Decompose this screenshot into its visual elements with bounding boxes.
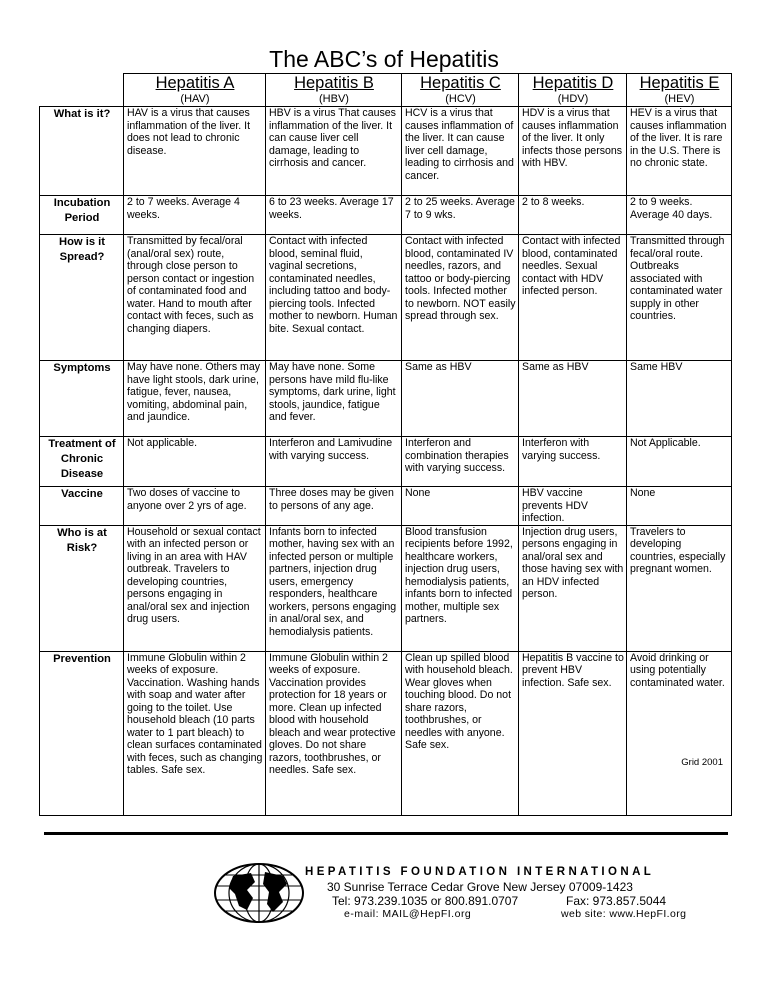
- page-title: The ABC’s of Hepatitis: [269, 46, 499, 72]
- table-cell: Travelers to developing countries, especially pregnant women.: [627, 525, 732, 651]
- column-abbr: (HDV): [557, 93, 589, 105]
- table-cell: Interferon and Lamivudine with varying success.: [266, 437, 402, 487]
- organization-email: e-mail: MAIL@HepFI.org: [344, 908, 472, 920]
- table-cell: Injection drug users, persons engaging in anal/oral sex and those having sex with an HDV infected person.: [519, 525, 627, 651]
- row-what-is-it: [40, 107, 732, 196]
- table-cell: HAV is a virus that causes inflammation of the liver. It does not lead to chronic disease.: [124, 107, 266, 196]
- column-abbr: (HEV): [664, 93, 695, 105]
- table-cell: Not Applicable.: [627, 437, 732, 487]
- table-cell: 2 to 7 weeks. Average 4 weeks.: [124, 196, 266, 235]
- table-cell: Transmitted through fecal/oral route. Outbreaks associated with contaminated water supply in other countries.: [627, 235, 732, 361]
- row-label: Vaccine: [40, 487, 124, 526]
- table-cell: Same as HBV: [402, 361, 519, 437]
- row-treatment: [40, 437, 732, 487]
- row-vaccine: [40, 487, 732, 526]
- table-cell: Contact with infected blood, contaminated needles. Sexual contact with HDV infected person.: [519, 235, 627, 361]
- row-prevention: [40, 651, 732, 815]
- column-name: Hepatitis B: [294, 74, 374, 92]
- row-symptoms: [40, 361, 732, 437]
- organization-website: web site: www.HepFI.org: [561, 908, 687, 920]
- column-name: Hepatitis A: [155, 74, 235, 92]
- table-cell: 2 to 25 weeks. Average 7 to 9 wks.: [402, 196, 519, 235]
- table-cell: Interferon with varying success.: [519, 437, 627, 487]
- table-cell: [627, 651, 732, 815]
- table-cell: 2 to 8 weeks.: [519, 196, 627, 235]
- organization-telephone: Tel: 973.239.1035 or 800.891.0707: [332, 894, 519, 908]
- row-label: Prevention: [40, 651, 124, 815]
- table-cell: Two doses of vaccine to anyone over 2 yrs of age.: [124, 487, 266, 526]
- table-cell: Transmitted by fecal/oral (anal/oral sex) route, through close person to person contact or ingestion of contaminated food and water. Hand to mouth after contact with feces, such as changing diapers.: [124, 235, 266, 361]
- column-header-hdv: [519, 74, 627, 107]
- column-name: Hepatitis C: [420, 74, 501, 92]
- column-abbr: (HBV): [319, 93, 349, 105]
- table-cell: Not applicable.: [124, 437, 266, 487]
- column-name: Hepatitis D: [532, 74, 614, 92]
- corner-cell: [40, 74, 124, 107]
- table-cell: Household or sexual contact with an infected person or living in an area with HAV outbreak. Travelers to developing countries, persons engaging in anal/oral sex and injection drug users.: [124, 525, 266, 651]
- table-cell: Clean up spilled blood with household bleach. Wear gloves when touching blood. Do not share razors, toothbrushes, or needles with anyone. Safe sex.: [402, 651, 519, 815]
- column-header-hav: [124, 74, 266, 107]
- table-cell: None: [402, 487, 519, 526]
- column-abbr: (HAV): [180, 93, 210, 105]
- table-cell: Immune Globulin within 2 weeks of exposure. Vaccination provides protection for 18 years or more. Clean up infected blood with household bleach and wear protective gloves. Do not share razors, toothbrushes, or needles. Safe sex.: [266, 651, 402, 815]
- globe-logo-icon: [213, 862, 305, 924]
- organization-name: HEPATITIS FOUNDATION INTERNATIONAL: [305, 866, 655, 878]
- column-name: Hepatitis E: [639, 74, 720, 92]
- table-cell: May have none. Some persons have mild flu-like symptoms, dark urine, light stools, jaundice, fatigue and fever.: [266, 361, 402, 437]
- table-cell: Infants born to infected mother, having sex with an infected person or multiple partners, injection drug users, emergency responders, healthcare workers, persons engaging in anal/oral sex, and hemodialysis patients.: [266, 525, 402, 651]
- table-cell: Contact with infected blood, contaminated IV needles, razors, and tattoo or body-piercing tools. Infected mother to newborn. NOT easily spread through sex.: [402, 235, 519, 361]
- organization-address: 30 Sunrise Terrace Cedar Grove New Jersey 07009-1423: [327, 880, 633, 894]
- row-label: Treatment of Chronic Disease: [40, 437, 124, 487]
- row-how-spread: [40, 235, 732, 361]
- table-cell: Three doses may be given to persons of any age.: [266, 487, 402, 526]
- table-cell: HDV is a virus that causes inflammation of the liver. It only infects those persons with HBV.: [519, 107, 627, 196]
- table-cell: Immune Globulin within 2 weeks of exposure. Vaccination. Washing hands with soap and water after going to the toilet. Use household bleach (10 parts water to 1 part bleach) to clean surfaces contaminated with feces, such as changing tables. Safe sex.: [124, 651, 266, 815]
- table-cell: Blood transfusion recipients before 1992, healthcare workers, injection drug users, hemodialysis patients, infants born to infected mother, multiple sex partners.: [402, 525, 519, 651]
- table-cell: HBV is a virus That causes inflammation of the liver. It can cause liver cell damage, leading to cirrhosis and cancer.: [266, 107, 402, 196]
- table-cell: HCV is a virus that causes inflammation of the liver. It can cause liver cell damage, leading to cirrhosis and cancer.: [402, 107, 519, 196]
- row-label: Incubation Period: [40, 196, 124, 235]
- table-cell-text: Avoid drinking or using potentially contaminated water.: [630, 651, 725, 689]
- table-cell: HBV vaccine prevents HDV infection.: [519, 487, 627, 526]
- row-who-at-risk: [40, 525, 732, 651]
- table-cell: None: [627, 487, 732, 526]
- organization-fax: Fax: 973.857.5044: [566, 894, 667, 908]
- hepatitis-table: [39, 73, 732, 816]
- footer-divider: [44, 832, 728, 835]
- column-header-row: [40, 74, 732, 107]
- row-label: How is it Spread?: [40, 235, 124, 361]
- row-incubation-period: [40, 196, 732, 235]
- row-label: Who is at Risk?: [40, 525, 124, 651]
- row-label: What is it?: [40, 107, 124, 196]
- table-cell: Hepatitis B vaccine to prevent HBV infection. Safe sex.: [519, 651, 627, 815]
- table-cell: Same HBV: [627, 361, 732, 437]
- table-cell: Contact with infected blood, seminal fluid, vaginal secretions, contaminated needles, including tattoo and body-piercing tools. Infected mother to newborn. Human bite. Sexual contact.: [266, 235, 402, 361]
- grid-credit: Grid 2001: [681, 757, 723, 768]
- column-header-hcv: [402, 74, 519, 107]
- table-cell: 2 to 9 weeks. Average 40 days.: [627, 196, 732, 235]
- column-header-hbv: [266, 74, 402, 107]
- table-cell: Same as HBV: [519, 361, 627, 437]
- table-cell: May have none. Others may have light stools, dark urine, fatigue, fever, nausea, vomiting, abdominal pain, and jaundice.: [124, 361, 266, 437]
- table-cell: 6 to 23 weeks. Average 17 weeks.: [266, 196, 402, 235]
- row-label: Symptoms: [40, 361, 124, 437]
- table-cell: Interferon and combination therapies with varying success.: [402, 437, 519, 487]
- column-abbr: (HCV): [445, 93, 476, 105]
- column-header-hev: [627, 74, 732, 107]
- table-cell: HEV is a virus that causes inflammation of the liver. It is rare in the U.S. There is no chronic state.: [627, 107, 732, 196]
